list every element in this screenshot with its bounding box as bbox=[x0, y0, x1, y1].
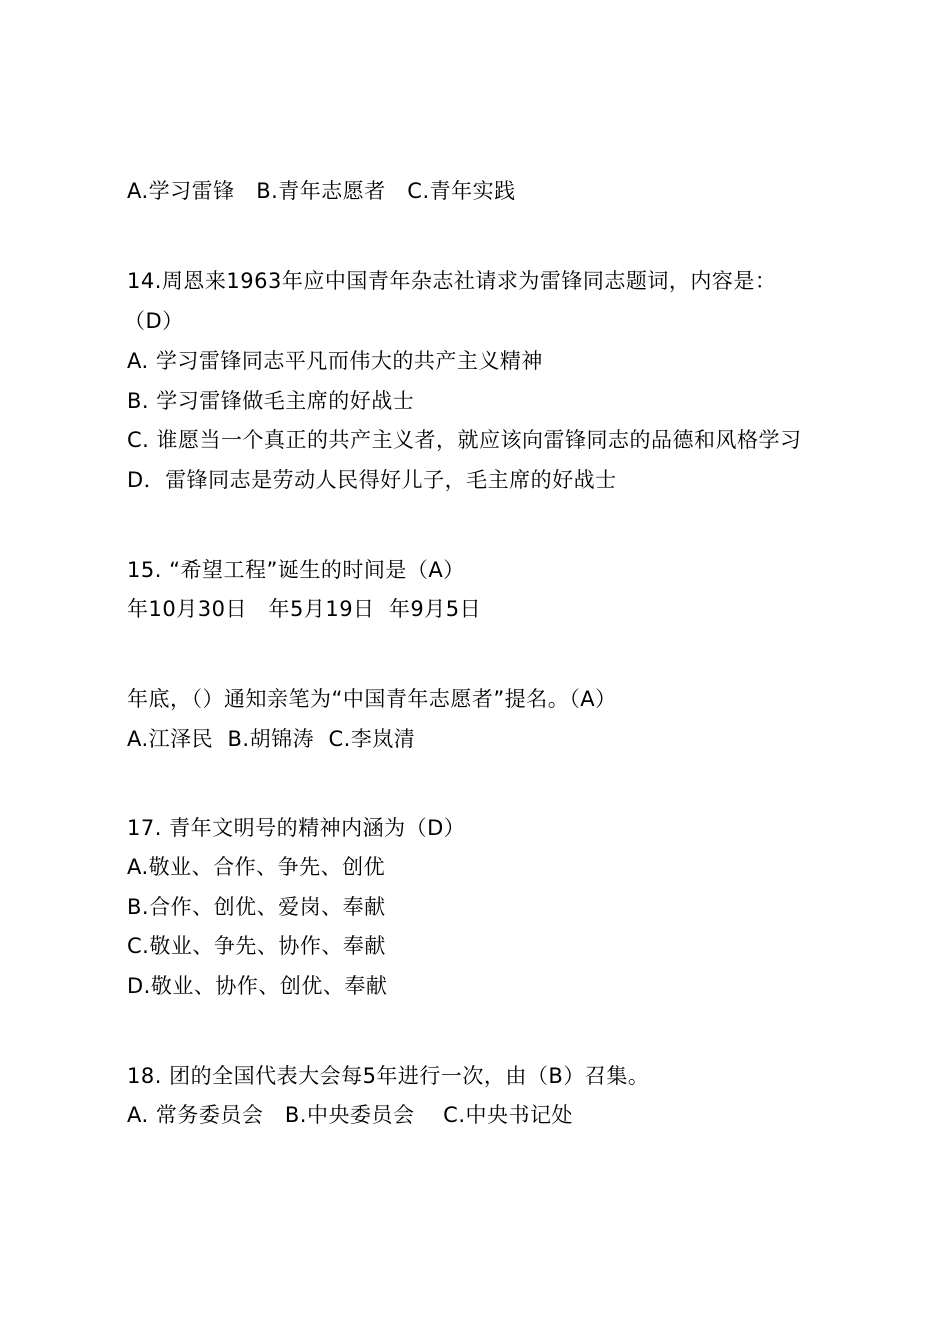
q14-answer: （D） bbox=[124, 309, 184, 333]
q17-option-d: D.敬业、协作、创优、奉献 bbox=[127, 974, 388, 998]
q18-options: A. 常务委员会 B.中央委员会 C.中央书记处 bbox=[127, 1103, 573, 1127]
q18-stem: 18. 团的全国代表大会每5年进行一次，由（B）召集。 bbox=[127, 1064, 650, 1088]
q17-stem: 17. 青年文明号的精神内涵为（D） bbox=[127, 816, 466, 840]
q15-options: 年10月30日 年5月19日 年9月5日 bbox=[127, 597, 482, 621]
q17-option-a: A.敬业、合作、争先、创优 bbox=[127, 855, 386, 879]
q16-stem: 年底，（）通知亲笔为“中国青年志愿者”提名。（A） bbox=[127, 687, 617, 711]
q17-option-b: B.合作、创优、爱岗、奉献 bbox=[127, 895, 386, 919]
q14-option-c: C. 谁愿当一个真正的共产主义者，就应该向雷锋同志的品德和风格学习 bbox=[127, 428, 802, 452]
q14-option-b: B. 学习雷锋做毛主席的好战士 bbox=[127, 389, 415, 413]
q14-option-a: A. 学习雷锋同志平凡而伟大的共产主义精神 bbox=[127, 349, 543, 373]
q17-option-c: C.敬业、争先、协作、奉献 bbox=[127, 934, 386, 958]
q14-option-d: D．雷锋同志是劳动人民得好儿子，毛主席的好战士 bbox=[127, 468, 617, 492]
q16-options: A.江泽民 B.胡锦涛 C.李岚清 bbox=[127, 727, 416, 751]
q13-options: A.学习雷锋 B.青年志愿者 C.青年实践 bbox=[127, 179, 516, 203]
q14-stem: 14.周恩来1963年应中国青年杂志社请求为雷锋同志题词，内容是： bbox=[127, 269, 777, 293]
q15-stem: 15. “希望工程”诞生的时间是（A） bbox=[127, 558, 465, 582]
